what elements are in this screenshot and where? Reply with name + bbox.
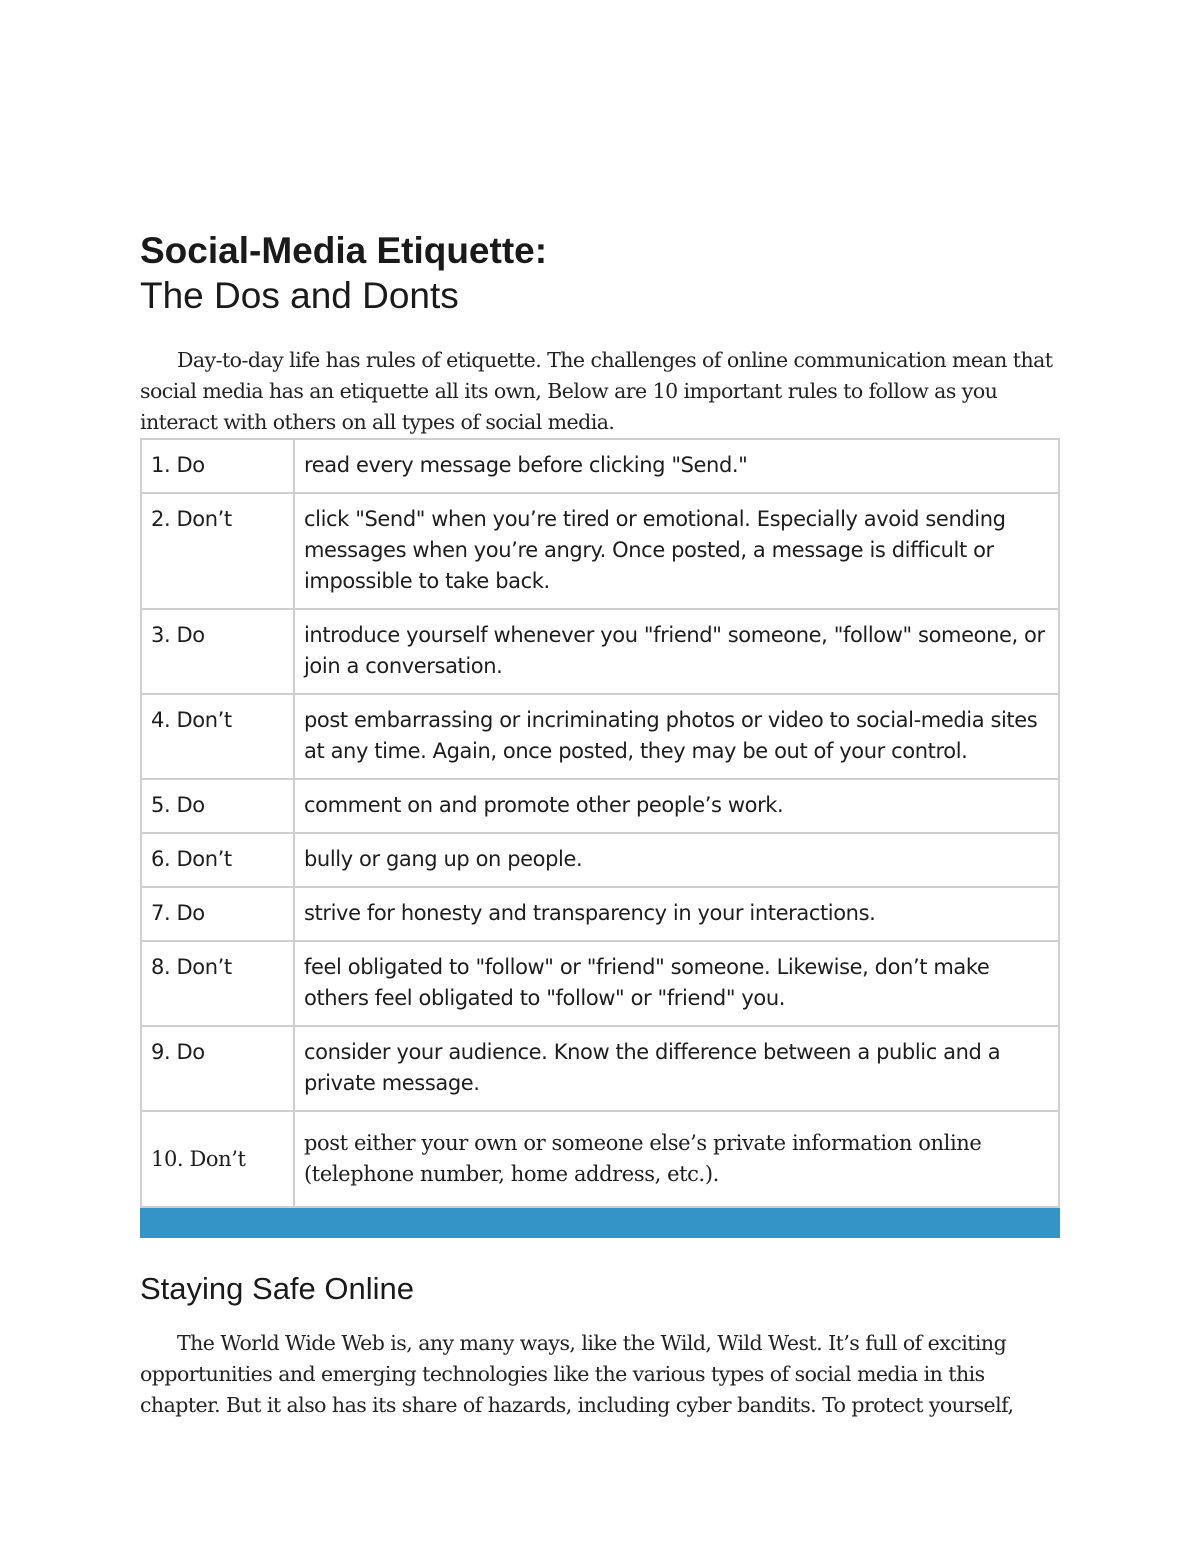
accent-bar <box>140 1208 1060 1238</box>
table-row <box>141 439 1059 493</box>
rule-label: 6. Don’t <box>141 833 294 887</box>
rule-text: click "Send" when you’re tired or emotional. Especially avoid sending messages when you’re angry. Once posted, a message is difficult or impossible to take back. <box>294 493 1059 609</box>
rule-label: 10. Don’t <box>141 1111 294 1207</box>
intro-paragraph: Day-to-day life has rules of etiquette. The challenges of online communication mean that social media has an etiquette all its own, Below are 10 important rules to follow as you interact with others on all types of social media. <box>140 348 1053 434</box>
rule-text: bully or gang up on people. <box>294 833 1059 887</box>
table-row <box>141 694 1059 779</box>
rule-label: 7. Do <box>141 887 294 941</box>
rule-label: 3. Do <box>141 609 294 694</box>
table-row <box>141 887 1059 941</box>
rule-text: introduce yourself whenever you "friend" someone, "follow" someone, or join a conversation. <box>294 609 1059 694</box>
rule-label: 1. Do <box>141 439 294 493</box>
rule-text: strive for honesty and transparency in your interactions. <box>294 887 1059 941</box>
table-row <box>141 779 1059 833</box>
table-row <box>141 941 1059 1026</box>
table-row <box>141 833 1059 887</box>
rule-text: read every message before clicking "Send." <box>294 439 1059 493</box>
page-title: Social-Media Etiquette: <box>140 230 548 271</box>
rule-text: post either your own or someone else’s private information online (telephone number, home address, etc.). <box>294 1111 1059 1207</box>
table-row <box>141 1026 1059 1111</box>
rule-label: 4. Don’t <box>141 694 294 779</box>
rule-label: 9. Do <box>141 1026 294 1111</box>
rule-label: 2. Don’t <box>141 493 294 609</box>
table-row <box>141 1111 1059 1207</box>
document-page <box>140 228 1060 1421</box>
rule-label: 8. Don’t <box>141 941 294 1026</box>
page-subtitle: The Dos and Donts <box>140 275 459 316</box>
rule-label: 5. Do <box>141 779 294 833</box>
rules-table <box>140 438 1060 1208</box>
section-paragraph: The World Wide Web is, any many ways, like the Wild, Wild West. It’s full of exciting opportunities and emerging technologies like the various types of social media in this chapter. But it also has its share of hazards, including cyber bandits. To protect yourself, <box>140 1331 1014 1417</box>
table-row <box>141 493 1059 609</box>
rule-text: consider your audience. Know the difference between a public and a private message. <box>294 1026 1059 1111</box>
section-heading: Staying Safe Online <box>140 1271 415 1306</box>
table-row <box>141 609 1059 694</box>
rule-text: feel obligated to "follow" or "friend" someone. Likewise, don’t make others feel obligated to "follow" or "friend" you. <box>294 941 1059 1026</box>
rule-text: post embarrassing or incriminating photos or video to social-media sites at any time. Again, once posted, they may be out of your control. <box>294 694 1059 779</box>
rule-text: comment on and promote other people’s work. <box>294 779 1059 833</box>
